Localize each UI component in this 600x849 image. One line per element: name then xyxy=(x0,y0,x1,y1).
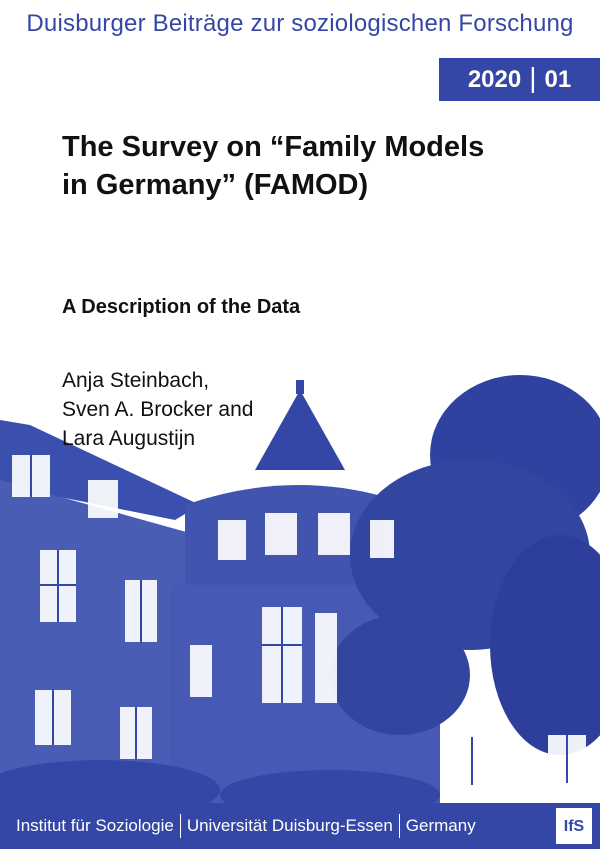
author-2: Sven A. Brocker and xyxy=(62,398,254,421)
title-line-2: in Germany” (FAMOD) xyxy=(62,169,369,201)
document-subtitle: A Description of the Data xyxy=(62,296,301,318)
logo-text: IfS xyxy=(563,817,585,835)
series-title: Duisburger Beiträge zur soziologischen Forschung xyxy=(26,10,574,37)
issue-number: 01 xyxy=(544,65,572,93)
footer-university: Universität Duisburg-Essen xyxy=(186,816,393,835)
ifs-logo-icon xyxy=(556,808,592,844)
document-title xyxy=(62,128,562,204)
footer-country: Germany xyxy=(405,816,476,835)
author-1: Anja Steinbach, xyxy=(62,369,210,392)
author-3: Lara Augustijn xyxy=(62,427,196,450)
footer-bar xyxy=(0,803,600,849)
issue-badge xyxy=(439,58,600,101)
title-line-1: The Survey on “Family Models xyxy=(62,131,485,163)
issue-year: 2020 xyxy=(467,65,522,93)
author-list xyxy=(62,366,253,453)
footer-institute: Institut für Soziologie xyxy=(16,816,174,835)
issue-separator: | xyxy=(529,62,537,93)
